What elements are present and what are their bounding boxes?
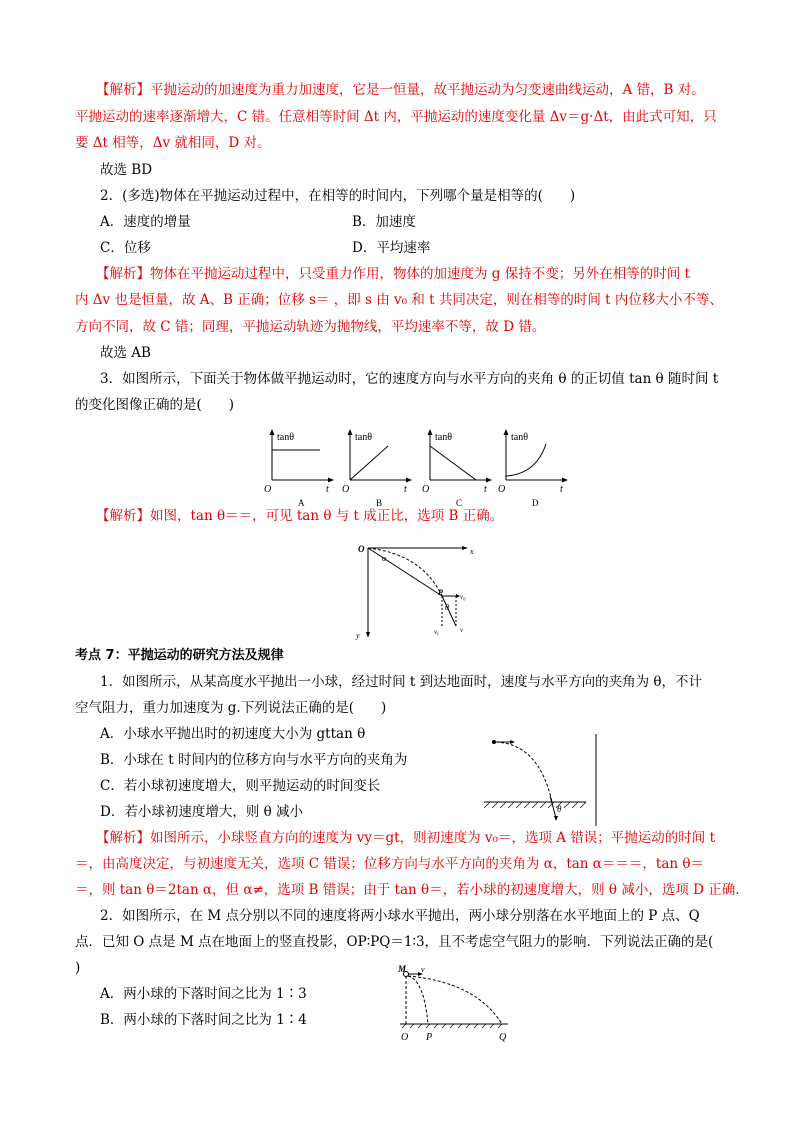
- graph-c: [422, 429, 492, 508]
- text-line-l18: 1．如图所示，从某高度水平抛出一小球，经过时间 t 到达地面时，速度与水平方向的夹角为 θ，不计: [100, 674, 703, 690]
- text-line-l22: C．若小球初速度增大，则平抛运动的时间变长: [100, 778, 381, 794]
- graph-b-caption: B: [376, 498, 383, 508]
- q7-2-diagram: [396, 964, 512, 1046]
- text-line-l28: 点．已知 O 点是 M 点在地面上的竖直投影，OP∶PQ＝1∶3，且不考虑空气阻力的影响．下列说法正确的是(: [75, 934, 714, 950]
- text-line-l16: 【解析】如图，tan θ＝＝，可见 tan θ 与 t 成正比，选项 B 正确。: [96, 508, 504, 524]
- graph-a-ylabel: tanθ: [277, 432, 295, 443]
- text-line-l17: 考点 7：平抛运动的研究方法及规律: [75, 648, 284, 663]
- sol3-alpha: α: [382, 554, 387, 563]
- graph-d-xlabel: t: [560, 484, 563, 495]
- text-line-l12: 方向不同，故 C 错；同理，平抛运动轨迹为抛物线，平均速率不等，故 D 错。: [75, 319, 546, 335]
- text-line-l01: 【解析】平抛运动的加速度为重力加速度，它是一恒量，故平抛运动为匀变速曲线运动，A 错，B 对。: [96, 82, 705, 98]
- graph-c-ylabel: tanθ: [435, 432, 453, 443]
- text-line-l02: 平抛运动的速率逐渐增大，C 错。任意相等时间 Δt 内，平抛运动的速度变化量 Δv＝g·Δt，由此式可知，只: [75, 109, 717, 125]
- text-line-l13: 故选 AB: [100, 345, 151, 361]
- graph-c-xlabel: t: [484, 484, 487, 495]
- text-line-l25: ＝，由高度决定，与初速度无关，选项 C 错误；位移方向与水平方向的夹角为 α，tan α＝＝＝，tan θ＝: [75, 856, 704, 872]
- graph-c-origin: O: [422, 484, 430, 495]
- text-line-l05: 2．(多选)物体在平抛运动过程中，在相等的时间内，下列哪个量是相等的( ): [100, 188, 576, 204]
- text-line-l30: A．两小球的下落时间之比为 1∶3: [100, 986, 307, 1002]
- q7-2-M: M: [398, 964, 407, 974]
- sol3-vy: vᵧ: [434, 628, 439, 636]
- text-line-l26: ＝，则 tan θ＝2tan α，但 α≠，选项 B 错误；由于 tan θ＝，若小球的初速度增大，则 θ 减小，选项 D 正确.: [75, 882, 740, 898]
- graph-d-origin: O: [498, 484, 506, 495]
- sol3-x: x: [470, 547, 474, 556]
- text-line-l04: 故选 BD: [100, 162, 153, 178]
- sol3-v: v: [460, 626, 464, 634]
- q7-2-O: O: [401, 1032, 409, 1043]
- graph-c-caption: C: [456, 498, 463, 508]
- graph-b-ylabel: tanθ: [355, 432, 373, 443]
- q7-2-v: v: [421, 965, 425, 974]
- text-line-l15: 的变化图像正确的是( ): [75, 397, 235, 413]
- text-line-l10: 【解析】物体在平抛运动过程中，只受重力作用，物体的加速度为 g 保持不变；另外在相等的时间 t: [96, 266, 690, 282]
- text-line-l23: D．若小球初速度增大，则 θ 减小: [100, 804, 304, 820]
- text-line-l31: B．两小球的下落时间之比为 1∶4: [100, 1012, 307, 1028]
- text-line-l29: ): [75, 960, 81, 976]
- sol3-y: y: [356, 631, 360, 640]
- text-line-l21: B．小球在 t 时间内的位移方向与水平方向的夹角为: [100, 752, 408, 768]
- graph-b: [342, 429, 412, 508]
- sol3-O: O: [358, 544, 365, 554]
- graph-b-origin: O: [342, 484, 350, 495]
- graph-b-xlabel: t: [404, 484, 407, 495]
- graph-a-xlabel: t: [326, 484, 329, 495]
- text-line-l19: 空气阻力，重力加速度为 g.下列说法正确的是( ): [75, 700, 387, 716]
- text-line-l11: 内 Δv 也是恒量，故 A、B 正确；位移 s＝ ，即 s 由 v₀ 和 t 共同决定，则在相等的时间 t 内位移大小不等、: [75, 292, 723, 308]
- graph-d-ylabel: tanθ: [511, 432, 529, 443]
- solution-3-diagram: [352, 542, 482, 642]
- text-line-l24: 【解析】如图所示，小球竖直方向的速度为 vy＝gt，则初速度为 v₀＝，选项 A 错误；平抛运动的时间 t: [96, 830, 715, 846]
- q7-1-diagram: [484, 730, 614, 830]
- q3-option-graphs: [258, 428, 570, 510]
- q7-2-P: P: [426, 1032, 433, 1043]
- sol3-P: P: [438, 588, 443, 597]
- text-line-l06: A．速度的增量: [100, 214, 191, 230]
- text-line-l07: B．加速度: [352, 214, 416, 230]
- graph-d: [498, 429, 568, 508]
- text-line-l08: C．位移: [100, 240, 151, 256]
- text-line-l14: 3．如图所示，下面关于物体做平抛运动时，它的速度方向与水平方向的夹角 θ 的正切值 tan θ 随时间 t: [100, 371, 719, 387]
- text-line-l27: 2．如图所示，在 M 点分别以不同的速度将两小球水平抛出，两小球分别落在水平地面上的 P 点、Q: [100, 908, 700, 924]
- graph-a: [264, 429, 334, 508]
- text-line-l20: A．小球水平抛出时的初速度大小为 gttan θ: [100, 726, 366, 742]
- q7-2-Q: Q: [499, 1032, 507, 1043]
- sol3-theta: θ: [445, 603, 449, 612]
- graph-a-origin: O: [264, 484, 272, 495]
- sol3-v0: v₀: [460, 593, 466, 601]
- q7-1-theta: θ: [557, 804, 562, 814]
- graph-a-caption: A: [298, 498, 305, 508]
- graph-d-caption: D: [532, 498, 539, 508]
- text-line-l09: D．平均速率: [352, 240, 431, 256]
- text-line-l03: 要 Δt 相等，Δv 就相同，D 对。: [75, 135, 271, 151]
